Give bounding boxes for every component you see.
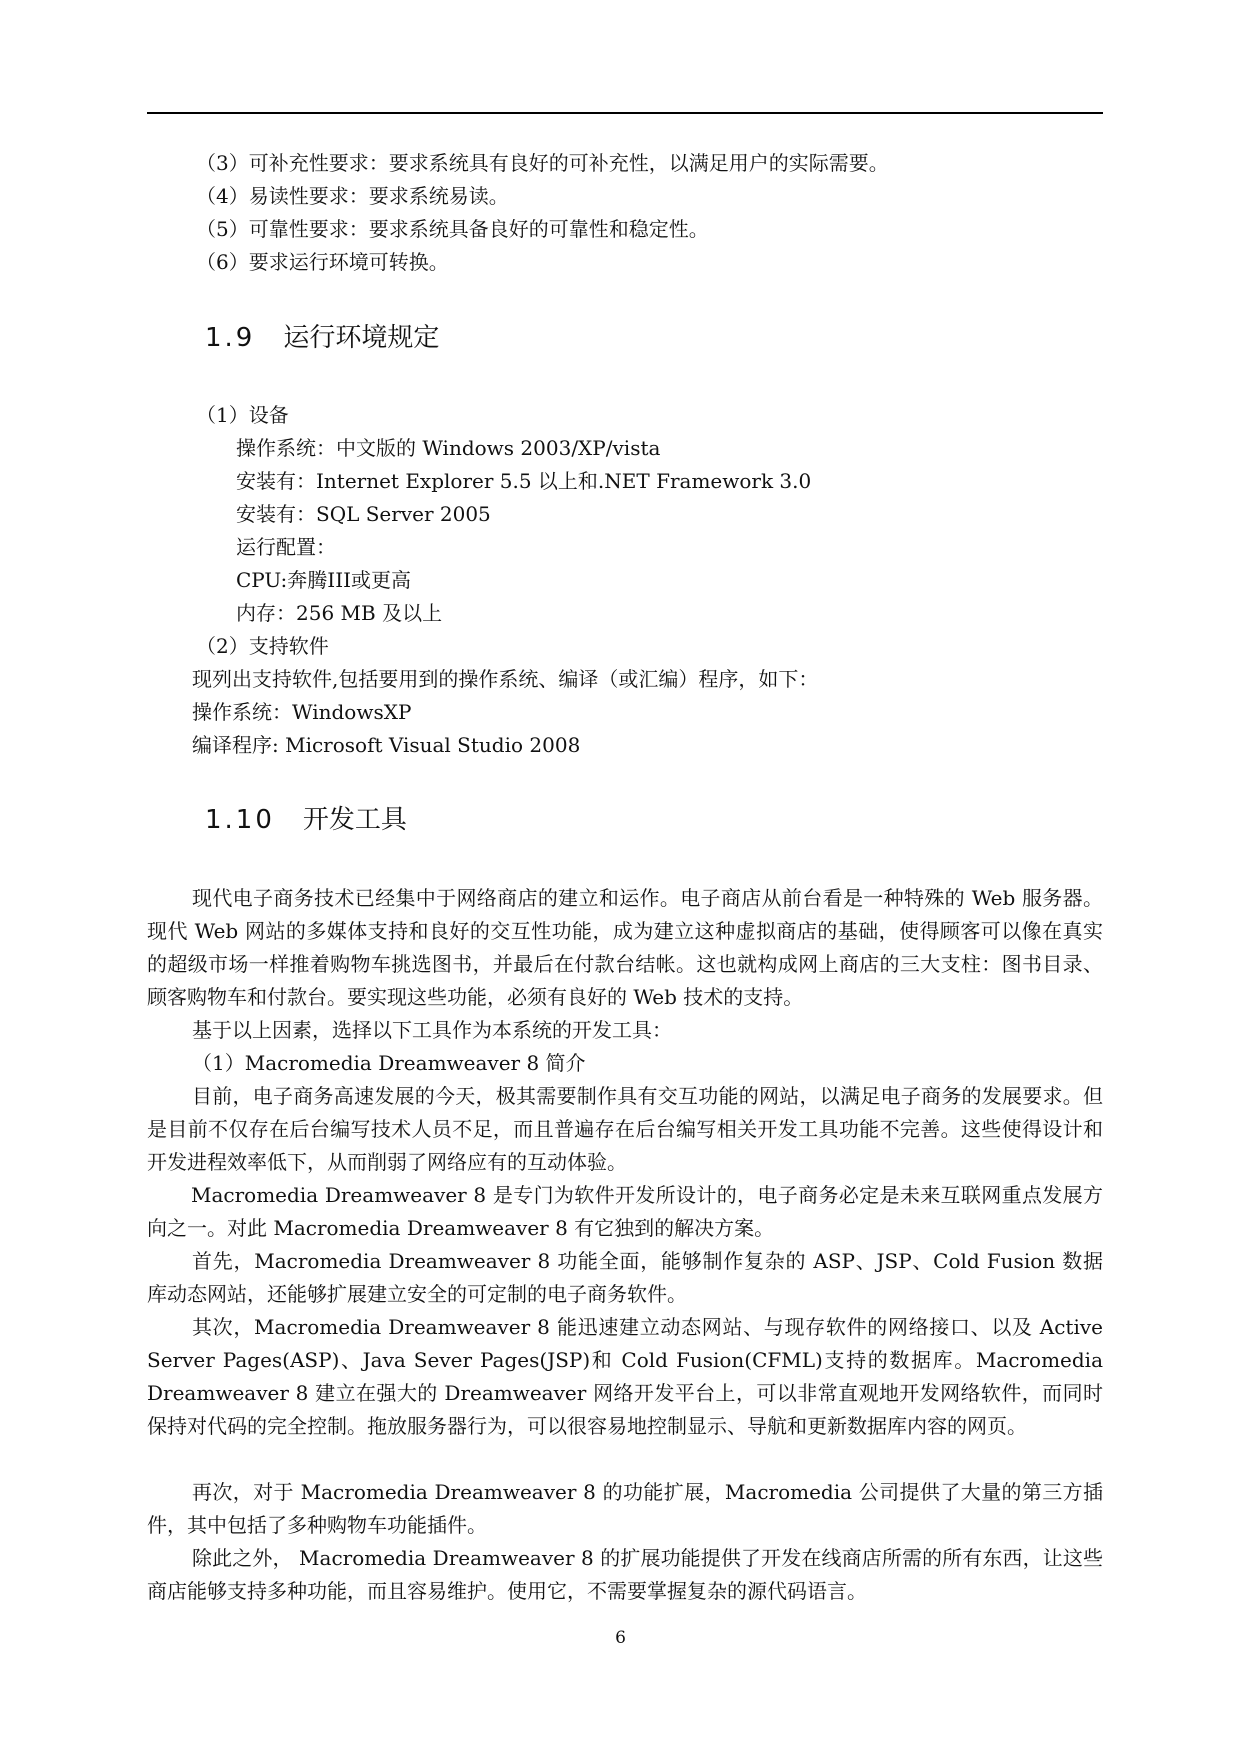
body-paragraph: 目前，电子商务高速发展的今天，极其需要制作具有交互功能的网站，以满足电子商务的发展要求。但是目前不仅存在后台编写技术人员不足，而且普遍存在后台编写相关开发工具功能不完善。这些使得设计和开发进程效率低下，从而削弱了网络应有的互动体验。 [147,1084,1103,1174]
section-title: 开发工具 [302,805,407,835]
body-paragraph: 现代电子商务技术已经集中于网络商店的建立和运作。电子商店从前台看是一种特殊的 Web 服务器。现代 Web 网站的多媒体支持和良好的交互性功能，成为建立这种虚拟商店的基础，使得顾客可以像在真实的超级市场一样推着购物车挑选图书，并最后在付款台结帐。这也就构成网上商店的三大支柱：图书目录、顾客购物车和付款台。要实现这些功能，必须有良好的 Web 技术的支持。 [147,886,1103,1009]
device-item: 运行配置： [236,535,336,559]
section-title: 运行环境规定 [283,323,440,353]
page-number: 6 [615,1628,626,1648]
subsection-heading: （1）设备 [196,403,289,427]
software-item: 操作系统：WindowsXP [192,700,412,724]
subsection-heading: （2）支持软件 [196,634,329,658]
requirement-item: （3）可补充性要求：要求系统具有良好的可补充性，以满足用户的实际需要。 [196,151,889,175]
section-number: 1.9 [205,323,256,353]
device-item: 操作系统：中文版的 Windows 2003/XP/vista [236,436,661,460]
requirement-item: （5）可靠性要求：要求系统具备良好的可靠性和稳定性。 [196,217,709,241]
body-paragraph: 除此之外， Macromedia Dreamweaver 8 的扩展功能提供了开发在线商店所需的所有东西，让这些商店能够支持多种功能，而且容易维护。使用它，不需要掌握复杂的源代码语言。 [147,1546,1103,1603]
device-item: 内存：256 MB 及以上 [236,601,443,625]
section-heading [205,322,439,354]
section-heading [205,804,407,836]
body-paragraph: 基于以上因素，选择以下工具作为本系统的开发工具： [192,1018,672,1042]
tool-heading: （1）Macromedia Dreamweaver 8 简介 [192,1051,586,1075]
body-paragraph: 首先，Macromedia Dreamweaver 8 功能全面，能够制作复杂的 ASP、JSP、Cold Fusion 数据库动态网站，还能够扩展建立安全的可定制的电子商务软件。 [147,1249,1103,1306]
body-paragraph: 再次，对于 Macromedia Dreamweaver 8 的功能扩展，Macromedia 公司提供了大量的第三方插件，其中包括了多种购物车功能插件。 [147,1480,1103,1537]
software-item: 现列出支持软件,包括要用到的操作系统、编译（或汇编）程序，如下： [192,667,819,691]
body-paragraph: 其次，Macromedia Dreamweaver 8 能迅速建立动态网站、与现存软件的网络接口、以及 Active Server Pages(ASP)、Java Sever Pages(JSP)和 Cold Fusion(CFML)支持的数据库。Macromedia Dreamweaver 8 建立在强大的 Dreamweaver 网络开发平台上，可以非常直观地开发网络软件，而同时保持对代码的完全控制。拖放服务器行为，可以很容易地控制显示、导航和更新数据库内容的网页。 [147,1315,1103,1438]
device-item: CPU:奔腾III或更高 [236,568,411,592]
section-number: 1.10 [205,805,275,835]
requirement-item: （4）易读性要求：要求系统易读。 [196,184,509,208]
header-rule [147,112,1103,114]
body-paragraph: Macromedia Dreamweaver 8 是专门为软件开发所设计的，电子商务必定是未来互联网重点发展方向之一。对此 Macromedia Dreamweaver 8 有它独到的解决方案。 [147,1183,1103,1240]
device-item: 安装有：Internet Explorer 5.5 以上和.NET Framework 3.0 [236,469,812,493]
requirement-item: （6）要求运行环境可转换。 [196,250,449,274]
software-item: 编译程序: Microsoft Visual Studio 2008 [192,733,581,757]
device-item: 安装有：SQL Server 2005 [236,502,491,526]
